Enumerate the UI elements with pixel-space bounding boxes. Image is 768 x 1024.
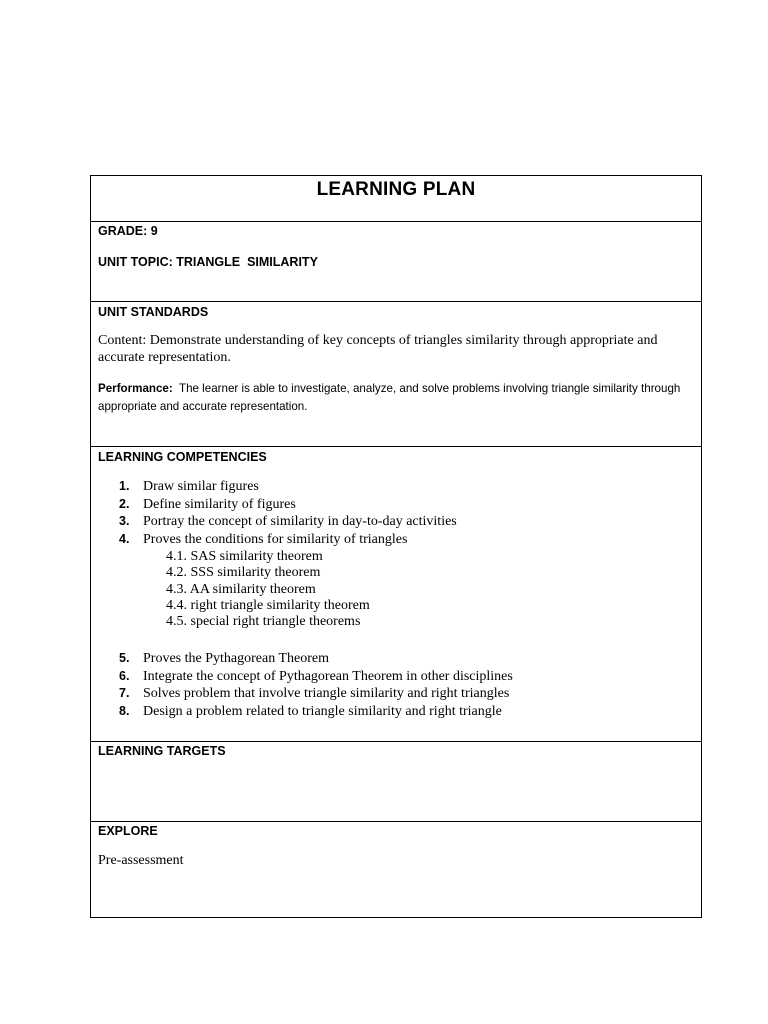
list-text: Draw similar figures [143,479,259,494]
learning-targets-section [91,741,701,821]
list-number: 4. [119,531,130,546]
explore-heading: EXPLORE [98,824,158,838]
performance-text: The learner is able to investigate, analyze, and solve problems involving triangle similarity through appropriate and accurate representation. [98,382,684,413]
title-section [91,176,701,221]
list-text: Design a problem related to triangle similarity and right triangle [143,703,502,719]
competency-list-a [91,478,701,548]
list-item: 4.2. SSS similarity theorem [166,565,321,581]
learning-competencies-heading: LEARNING COMPETENCIES [98,450,267,464]
unit-topic-label: UNIT TOPIC: TRIANGLE SIMILARITY [98,255,318,269]
list-item [91,685,701,703]
list-number: 2. [119,496,130,511]
performance-label: Performance: [98,382,173,395]
list-number: 8. [119,703,130,718]
list-text: Portray the concept of similarity in day-to-day activities [143,514,457,529]
list-item [91,513,701,531]
list-item: 4.5. special right triangle theorems [166,614,361,630]
competency-list-b [91,650,701,720]
list-number: 5. [119,651,130,665]
unit-standards-heading: UNIT STANDARDS [98,305,209,319]
list-text: Define similarity of figures [143,496,296,512]
content-standard: Content: Demonstrate understanding of key concepts of triangles similarity through appropriate and accurate representation. [98,333,658,365]
learning-competencies-section [91,446,701,741]
unit-standards-section [91,301,701,446]
list-item [91,478,701,496]
list-number: 7. [119,686,130,700]
list-text: Integrate the concept of Pythagorean Theorem in other disciplines [143,668,513,684]
list-number: 1. [119,479,130,493]
learning-targets-heading: LEARNING TARGETS [98,744,226,758]
list-item [91,496,701,514]
list-number: 3. [119,514,130,528]
explore-section [91,821,701,917]
list-text: Proves the conditions for similarity of triangles [143,531,408,547]
list-item [91,650,701,668]
list-number: 6. [119,668,130,683]
grade-label: GRADE: 9 [98,224,158,238]
list-text: Proves the Pythagorean Theorem [143,651,329,666]
grade-topic-section [91,221,701,301]
list-item: 4.4. right triangle similarity theorem [166,597,370,613]
list-item: 4.3. AA similarity theorem [166,581,316,597]
list-item [91,531,701,549]
list-item [91,703,701,721]
list-item: 4.1. SAS similarity theorem [166,549,323,564]
list-item [91,668,701,686]
list-text: Solves problem that involve triangle similarity and right triangles [143,686,510,701]
theorem-sublist [166,549,370,630]
learning-plan-table [90,175,702,918]
pre-assessment-text: Pre-assessment [98,853,184,868]
performance-standard [98,380,695,416]
page-title: LEARNING PLAN [316,179,476,200]
